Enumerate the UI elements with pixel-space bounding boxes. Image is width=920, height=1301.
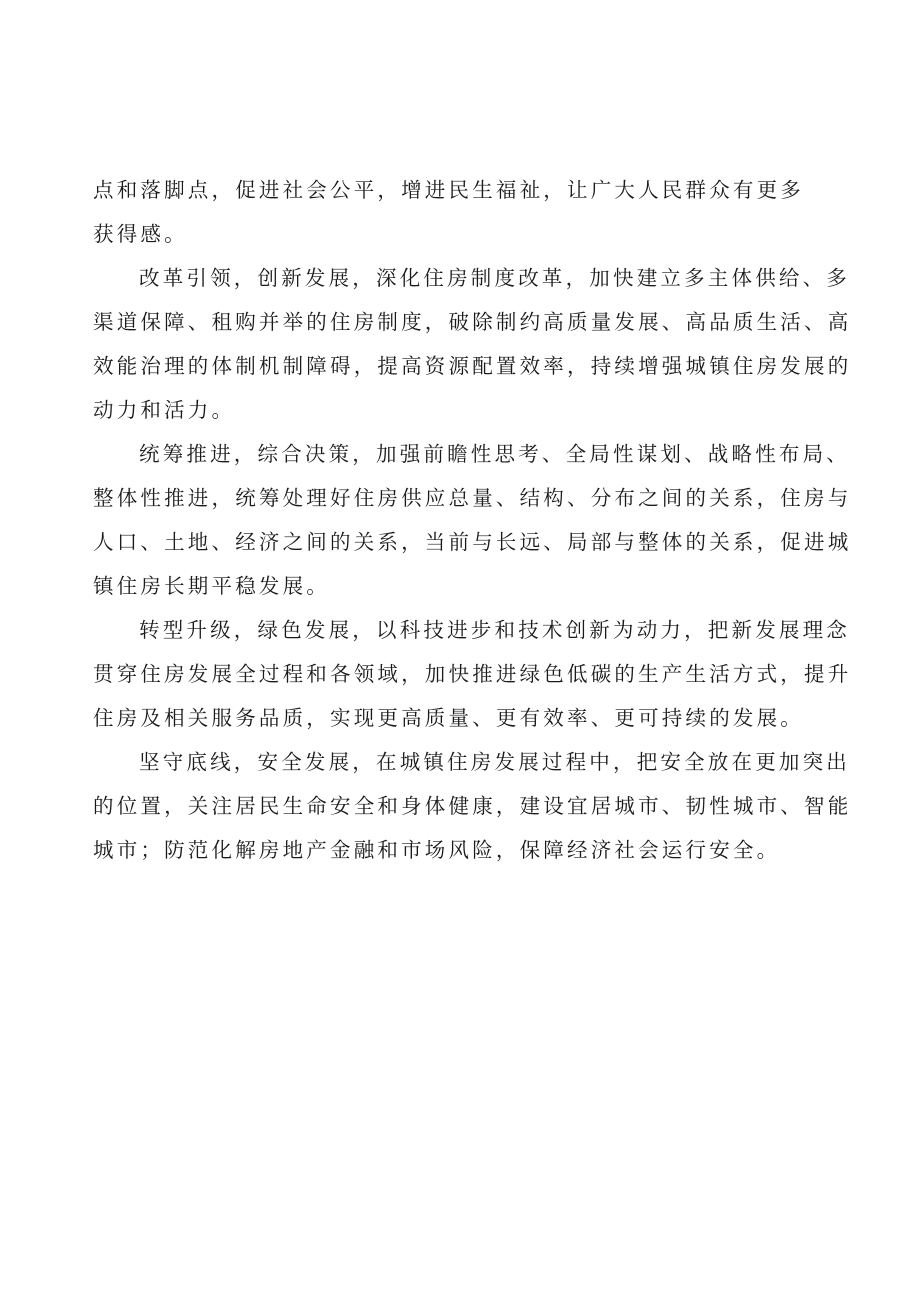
text-line: 贯穿住房发展全过程和各领域，加快推进绿色低碳的生产生活方式，提升 xyxy=(93,662,852,686)
document-body xyxy=(93,168,853,872)
paragraph-reform-innovation xyxy=(93,256,853,432)
text-line: 效能治理的体制机制障碍，提高资源配置效率，持续增强城镇住房发展的 xyxy=(93,354,852,378)
paragraph-transformation xyxy=(93,608,853,740)
text-line: 坚守底线，安全发展，在城镇住房发展过程中，把安全放在更加突出 xyxy=(139,750,850,774)
text-line: 改革引领，创新发展，深化住房制度改革，加快建立多主体供给、多 xyxy=(139,266,850,290)
text-line: 点和落脚点，促进社会公平，增进民生福祉，让广大人民群众有更多 xyxy=(93,178,804,202)
text-line: 城市；防范化解房地产金融和市场风险，保障经济社会运行安全。 xyxy=(93,838,781,862)
text-line: 获得感。 xyxy=(93,222,188,246)
text-line: 人口、土地、经济之间的关系，当前与长远、局部与整体的关系，促进城 xyxy=(93,530,852,554)
text-line: 整体性推进，统筹处理好住房供应总量、结构、分布之间的关系，住房与 xyxy=(93,486,852,510)
paragraph-coordination xyxy=(93,432,853,608)
text-line: 动力和活力。 xyxy=(93,398,236,422)
paragraph-safety xyxy=(93,740,853,872)
text-line: 住房及相关服务品质，实现更高质量、更有效率、更可持续的发展。 xyxy=(93,706,804,730)
text-line: 统筹推进，综合决策，加强前瞻性思考、全局性谋划、战略性布局、 xyxy=(139,442,850,466)
paragraph-continuation xyxy=(93,168,853,256)
text-line: 渠道保障、租购并举的住房制度，破除制约高质量发展、高品质生活、高 xyxy=(93,310,852,334)
text-line: 转型升级，绿色发展，以科技进步和技术创新为动力，把新发展理念 xyxy=(139,618,850,642)
text-line: 镇住房长期平稳发展。 xyxy=(93,574,330,598)
text-line: 的位置，关注居民生命安全和身体健康，建设宜居城市、韧性城市、智能 xyxy=(93,794,852,818)
